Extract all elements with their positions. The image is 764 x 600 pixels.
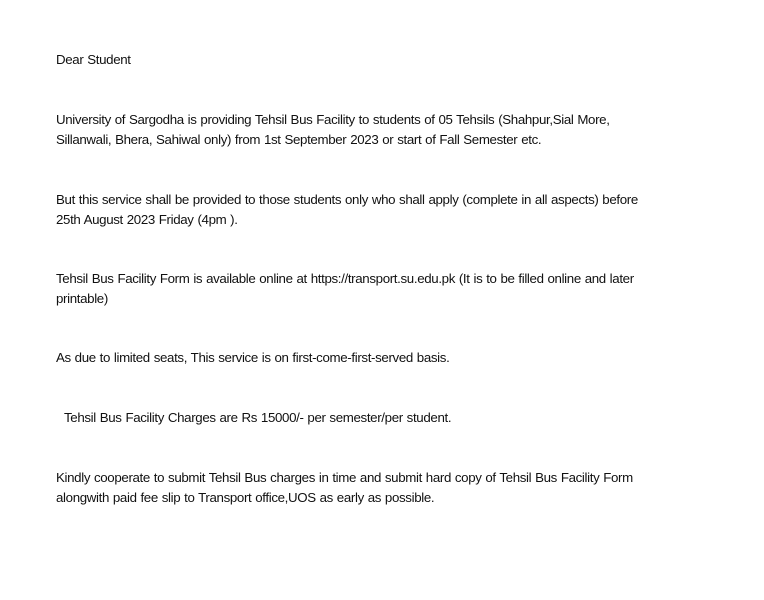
paragraph-submission — [56, 468, 706, 507]
paragraph-charges — [56, 408, 714, 428]
paragraph-line: As due to limited seats, This service is on first-come-first-served basis. — [56, 350, 450, 365]
paragraph-deadline — [56, 190, 706, 229]
paragraph-line: Tehsil Bus Facility Form is available online at https://transport.su.edu.pk (It is to be filled online and later — [56, 271, 634, 286]
paragraph-line: University of Sargodha is providing Tehsil Bus Facility to students of 05 Tehsils (Shahpur,Sial More, — [56, 112, 610, 127]
paragraph-limited-seats — [56, 348, 706, 368]
greeting — [56, 50, 706, 70]
paragraph-line: But this service shall be provided to those students only who shall apply (complete in all aspects) before — [56, 192, 638, 207]
paragraph-line: 25th August 2023 Friday (4pm ). — [56, 211, 238, 227]
greeting-text: Dear Student — [56, 52, 131, 67]
paragraph-line: Sillanwali, Bhera, Sahiwal only) from 1st September 2023 or start of Fall Semester etc. — [56, 131, 542, 147]
paragraph-online-form — [56, 269, 706, 308]
paragraph-line: Kindly cooperate to submit Tehsil Bus charges in time and submit hard copy of Tehsil Bus Facility Form — [56, 470, 633, 485]
paragraph-line: Tehsil Bus Facility Charges are Rs 15000/- per semester/per student. — [64, 410, 452, 425]
paragraph-line: printable) — [56, 290, 108, 306]
paragraph-facility-intro — [56, 110, 706, 149]
paragraph-line: alongwith paid fee slip to Transport office,UOS as early as possible. — [56, 489, 435, 505]
